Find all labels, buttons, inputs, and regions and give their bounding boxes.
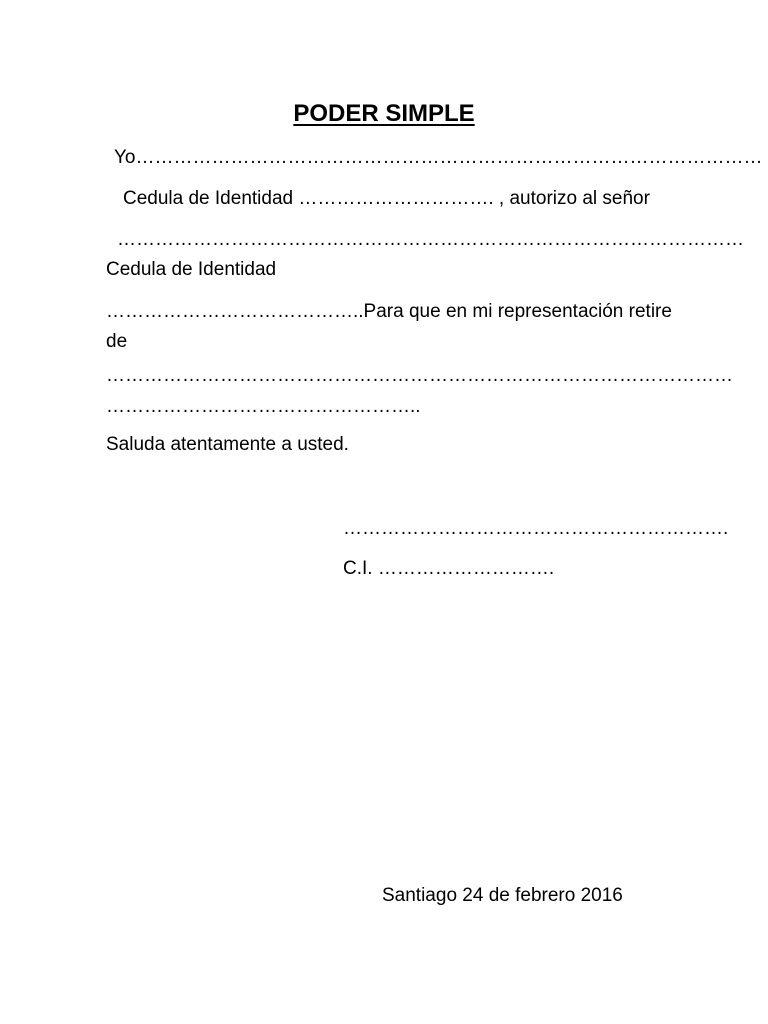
document-title: PODER SIMPLE bbox=[293, 100, 475, 127]
signature-line: ……………………………………………………. bbox=[343, 518, 729, 539]
place-date: Santiago 24 de febrero 2016 bbox=[382, 885, 623, 906]
closing-text: Saluda atentamente a usted. bbox=[106, 434, 349, 455]
ci-line: C.I. ………………………. bbox=[343, 558, 555, 579]
line-representacion: …………………………………..Para que en mi representación retire bbox=[106, 301, 672, 322]
line-blank-2: ……………………………………………………………………………………… bbox=[106, 365, 733, 386]
line-de: de bbox=[106, 331, 128, 352]
line-cedula-2: Cedula de Identidad bbox=[106, 259, 277, 280]
line-yo: Yo……………………………………………………………………………………… bbox=[114, 147, 763, 168]
line-blank-senor: ……………………………………………………………………………………… bbox=[117, 229, 744, 250]
line-cedula-autorizo: Cedula de Identidad …………………………. , autorizo al señor bbox=[123, 188, 650, 209]
line-blank-3: ………………………………………….. bbox=[106, 396, 421, 417]
